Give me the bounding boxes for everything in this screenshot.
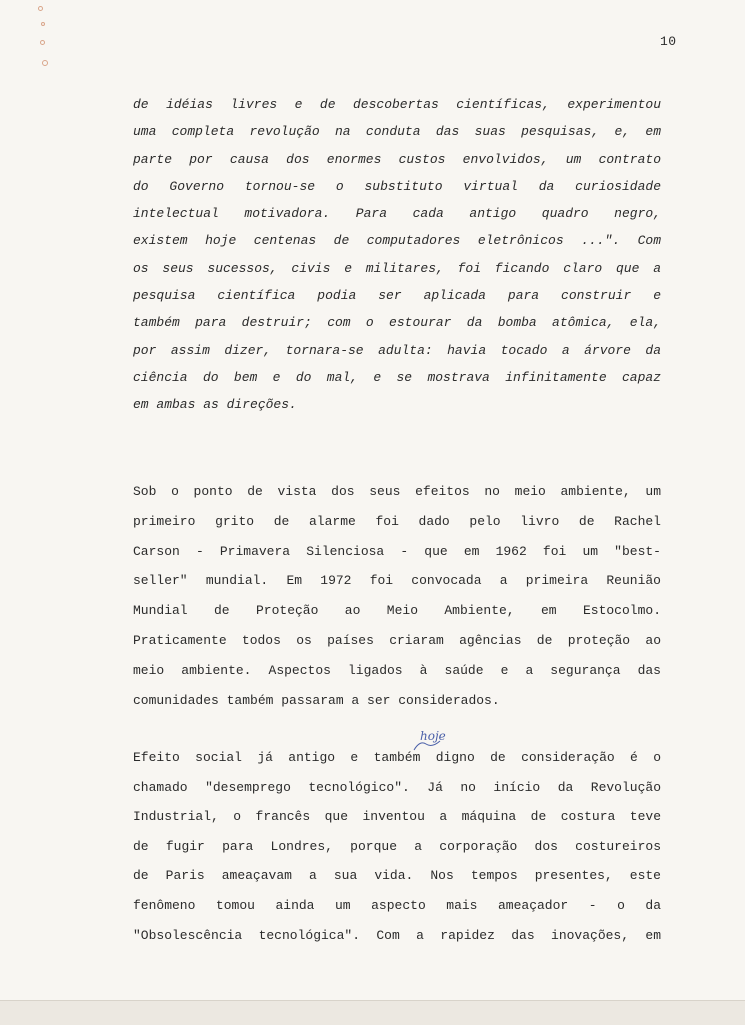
page-bottom-edge — [0, 1000, 745, 1025]
text-line: parte por causa dos enormes custos envolvidos, um contrato — [133, 151, 661, 167]
paragraph-3 — [133, 743, 661, 950]
text-line: do Governo tornou-se o substituto virtual da curiosidade — [133, 178, 661, 194]
page-number: 10 — [660, 34, 677, 49]
text-line: os seus sucessos, civis e militares, foi ficando claro que a — [133, 260, 661, 276]
text-line: de Paris ameaçavam a sua vida. Nos tempos presentes, este — [133, 868, 661, 884]
text-line: seller" mundial. Em 1972 foi convocada a primeira Reunião — [133, 573, 661, 589]
text-line: Carson - Primavera Silenciosa - que em 1962 foi um "best- — [133, 543, 661, 559]
margin-marks — [36, 0, 50, 70]
paragraph-1 — [133, 91, 661, 419]
text-line: Efeito social já antigo e também digno de consideração é o — [133, 750, 661, 765]
text-line: fenômeno tomou ainda um aspecto mais ameaçador - o da — [133, 897, 661, 913]
text-line: meio ambiente. Aspectos ligados à saúde e a segurança das — [133, 662, 661, 678]
text-line: uma completa revolução na conduta das suas pesquisas, e, em — [133, 124, 661, 140]
text-line: chamado "desemprego tecnológico". Já no início da Revolução — [133, 779, 661, 795]
text-line: de fugir para Londres, porque a corporação dos costureiros — [133, 838, 661, 854]
text-line: Sob o ponto de vista dos seus efeitos no meio ambiente, um — [133, 484, 661, 499]
text-line: também para destruir; com o estourar da bomba atômica, ela, — [133, 315, 661, 331]
text-line: Industrial, o francês que inventou a máquina de costura teve — [133, 809, 661, 825]
text-line: "Obsolescência tecnológica". Com a rapidez das inovações, em — [133, 927, 661, 943]
text-line: Praticamente todos os países criaram agências de proteção ao — [133, 632, 661, 648]
text-line: existem hoje centenas de computadores eletrônicos ...". Com — [133, 233, 661, 249]
text-line: Mundial de Proteção ao Meio Ambiente, em Estocolmo. — [133, 603, 661, 619]
text-line: intelectual motivadora. Para cada antigo quadro negro, — [133, 206, 661, 222]
text-line: comunidades também passaram a ser considerados. — [133, 692, 500, 708]
text-line: pesquisa científica podia ser aplicada para construir e — [133, 288, 661, 304]
paragraph-2 — [133, 477, 661, 715]
text-line: por assim dizer, tornara-se adulta: havia tocado a árvore da — [133, 342, 661, 358]
text-line: em ambas as direções. — [133, 397, 297, 413]
text-line: primeiro grito de alarme foi dado pelo livro de Rachel — [133, 513, 661, 529]
handwritten-annotation: hoje — [420, 729, 446, 743]
text-line: ciência do bem e do mal, e se mostrava infinitamente capaz — [133, 369, 661, 385]
text-line: de idéias livres e de descobertas científicas, experimentou — [133, 97, 661, 112]
